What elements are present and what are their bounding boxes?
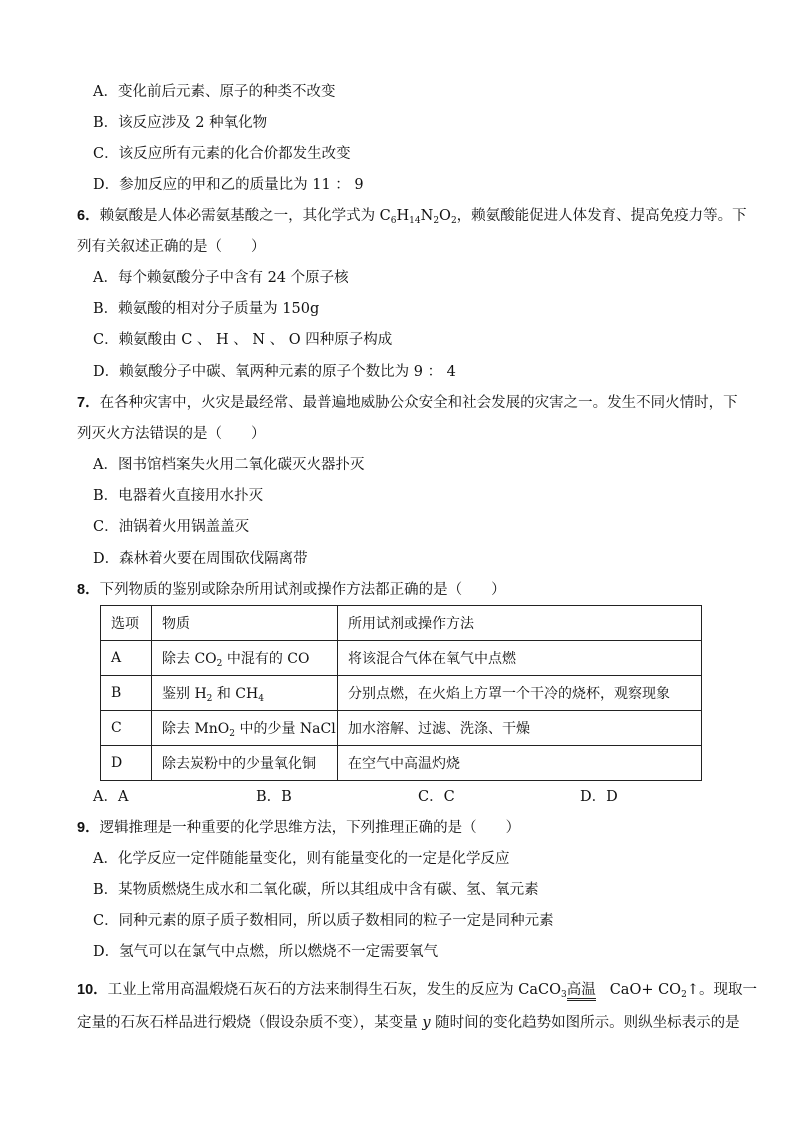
- table-cell-method: 将该混合气体在氧气中点燃: [338, 641, 702, 676]
- q5-option-a: A．变化前后元素、原子的种类不改变: [93, 84, 336, 100]
- table-cell-option: A: [101, 641, 152, 676]
- q10-stem-text-b: CaO+ CO: [609, 982, 682, 998]
- q9-option-a: A．化学反应一定伴随能量变化，则有能量变化的一定是化学反应: [93, 851, 510, 867]
- q9-option-d: D．氢气可以在氯气中点燃，所以燃烧不一定需要氧气: [93, 944, 439, 960]
- q5-option-c: C．该反应所有元素的化合价都发生改变: [93, 146, 351, 162]
- table-cell-substance: [152, 711, 338, 746]
- q6-formula-h: H: [396, 208, 410, 224]
- table-cell-option: B: [101, 676, 152, 711]
- q8-answer-b: B．B: [256, 789, 292, 805]
- table-row: [101, 641, 702, 676]
- table-header-substance: 物质: [152, 606, 338, 641]
- q9-stem: [77, 818, 520, 838]
- q6-formula-sub-h: 14: [409, 216, 421, 226]
- table-row: [101, 746, 702, 781]
- q6-number: 6．: [77, 208, 100, 224]
- q9-option-b: B．某物质燃烧生成水和二氧化碳，所以其组成中含有碳、氢、氧元素: [93, 882, 539, 898]
- substance-subscript: 2: [216, 659, 223, 669]
- q9-stem-text: 逻辑推理是一种重要的化学思维方法，下列推理正确的是（ ）: [99, 820, 521, 836]
- substance-text: 除去 MnO: [162, 721, 230, 737]
- table-row: [101, 711, 702, 746]
- q7-stem-line1: [77, 393, 738, 413]
- table-header-method: 所用试剂或操作方法: [338, 606, 702, 641]
- q6-option-c: C．赖氨酸由 C 、 H 、 N 、 O 四种原子构成: [93, 332, 393, 348]
- q8-stem: [77, 580, 506, 600]
- q7-number: 7．: [77, 395, 100, 411]
- q10-stem-line2-text-b: 随时间的变化趋势如图所示。则纵坐标表示的是: [430, 1015, 740, 1031]
- substance-text-tail: 中的少量 NaCl: [235, 721, 336, 737]
- q10-variable: y: [422, 1015, 431, 1031]
- table-header-row: [101, 606, 702, 641]
- q7-option-d: D．森林着火要在周围砍伐隔离带: [93, 551, 308, 567]
- substance-text-tail: 中混有的 CO: [222, 651, 310, 667]
- q10-number: 10．: [77, 982, 108, 998]
- q5-option-d: D．参加反应的甲和乙的质量比为 11 ： 9: [93, 177, 364, 193]
- table-cell-option: D: [101, 746, 152, 781]
- q8-answer-a: A．A: [93, 789, 129, 805]
- table-cell-method: 分别点燃，在火焰上方罩一个干冷的烧杯，观察现象: [338, 676, 702, 711]
- q9-number: 9．: [77, 820, 100, 836]
- substance-text-tail: 和 CH: [212, 686, 259, 702]
- q7-option-a: A．图书馆档案失火用二氧化碳灭火器扑灭: [93, 457, 365, 473]
- table-cell-substance: [152, 641, 338, 676]
- q5-option-b: B．该反应涉及 2 种氧化物: [93, 115, 268, 131]
- substance-subscript: 2: [229, 729, 236, 739]
- substance-subscript-tail: 4: [258, 694, 264, 704]
- q6-option-d: D．赖氨酸分子中碳、氧两种元素的原子个数比为 9 ： 4: [93, 364, 456, 380]
- substance-text: 除去 CO: [162, 651, 217, 667]
- table-cell-option: C: [101, 711, 152, 746]
- substance-subscript: 2: [206, 694, 213, 704]
- q10-reaction-condition: 高温: [567, 982, 596, 1001]
- q8-number: 8．: [77, 582, 100, 598]
- q6-option-a: A．每个赖氨酸分子中含有 24 个原子核: [93, 270, 349, 286]
- substance-text: 鉴别 H: [162, 686, 207, 702]
- q6-formula-sub-n: 2: [433, 216, 440, 226]
- q8-answer-d: D．D: [580, 789, 618, 805]
- q6-option-b: B．赖氨酸的相对分子质量为 150g: [93, 301, 320, 317]
- q6-formula-n: N: [420, 208, 434, 224]
- q10-formula-subscript: 3: [560, 990, 567, 1000]
- q6-stem-text-b: ，赖氨酸能促进人体发育、提高免疫力等。下: [456, 208, 747, 224]
- table-cell-substance: 除去炭粉中的少量氧化铜: [152, 746, 338, 781]
- q6-formula-sub-o: 2: [450, 216, 457, 226]
- q7-stem-text: 在各种灾害中，火灾是最经常、最普遍地威胁公众安全和社会发展的灾害之一。发生不同火情时，下: [99, 395, 738, 411]
- q10-product-subscript: 2: [681, 990, 687, 1000]
- q6-formula-sub-c: 6: [390, 216, 397, 226]
- q7-stem-line2: 列灭火方法错误的是（ ）: [77, 426, 266, 442]
- q9-option-c: C．同种元素的原子质子数相同，所以质子数相同的粒子一定是同种元素: [93, 913, 554, 929]
- q6-stem-line2: 列有关叙述正确的是（ ）: [77, 239, 266, 255]
- table-row: [101, 676, 702, 711]
- q7-option-c: C．油锅着火用锅盖盖灭: [93, 519, 250, 535]
- q10-stem-line1: [77, 980, 757, 1000]
- q6-stem-text-a: 赖氨酸是人体必需氨基酸之一，其化学式为 C: [99, 208, 391, 224]
- table-cell-substance: [152, 676, 338, 711]
- table-header-option: 选项: [101, 606, 152, 641]
- q7-option-b: B．电器着火直接用水扑灭: [93, 488, 264, 504]
- q6-stem-line1: [77, 206, 747, 226]
- q8-table: [100, 605, 702, 781]
- q8-answer-c: C．C: [418, 789, 455, 805]
- q10-stem-line2-text-a: 定量的石灰石样品进行煅烧（假设杂质不变），某变量: [77, 1015, 423, 1031]
- table-cell-method: 加水溶解、过滤、洗涤、干燥: [338, 711, 702, 746]
- q10-stem-text-a: 工业上常用高温煅烧石灰石的方法来制得生石灰，发生的反应为 CaCO: [107, 982, 561, 998]
- table-cell-method: 在空气中高温灼烧: [338, 746, 702, 781]
- q10-stem-text-c: ↑。现取一: [686, 982, 757, 998]
- q6-formula-o: O: [439, 208, 451, 224]
- q10-stem-line2: [77, 1013, 740, 1033]
- q8-stem-text: 下列物质的鉴别或除杂所用试剂或操作方法都正确的是（ ）: [99, 582, 506, 598]
